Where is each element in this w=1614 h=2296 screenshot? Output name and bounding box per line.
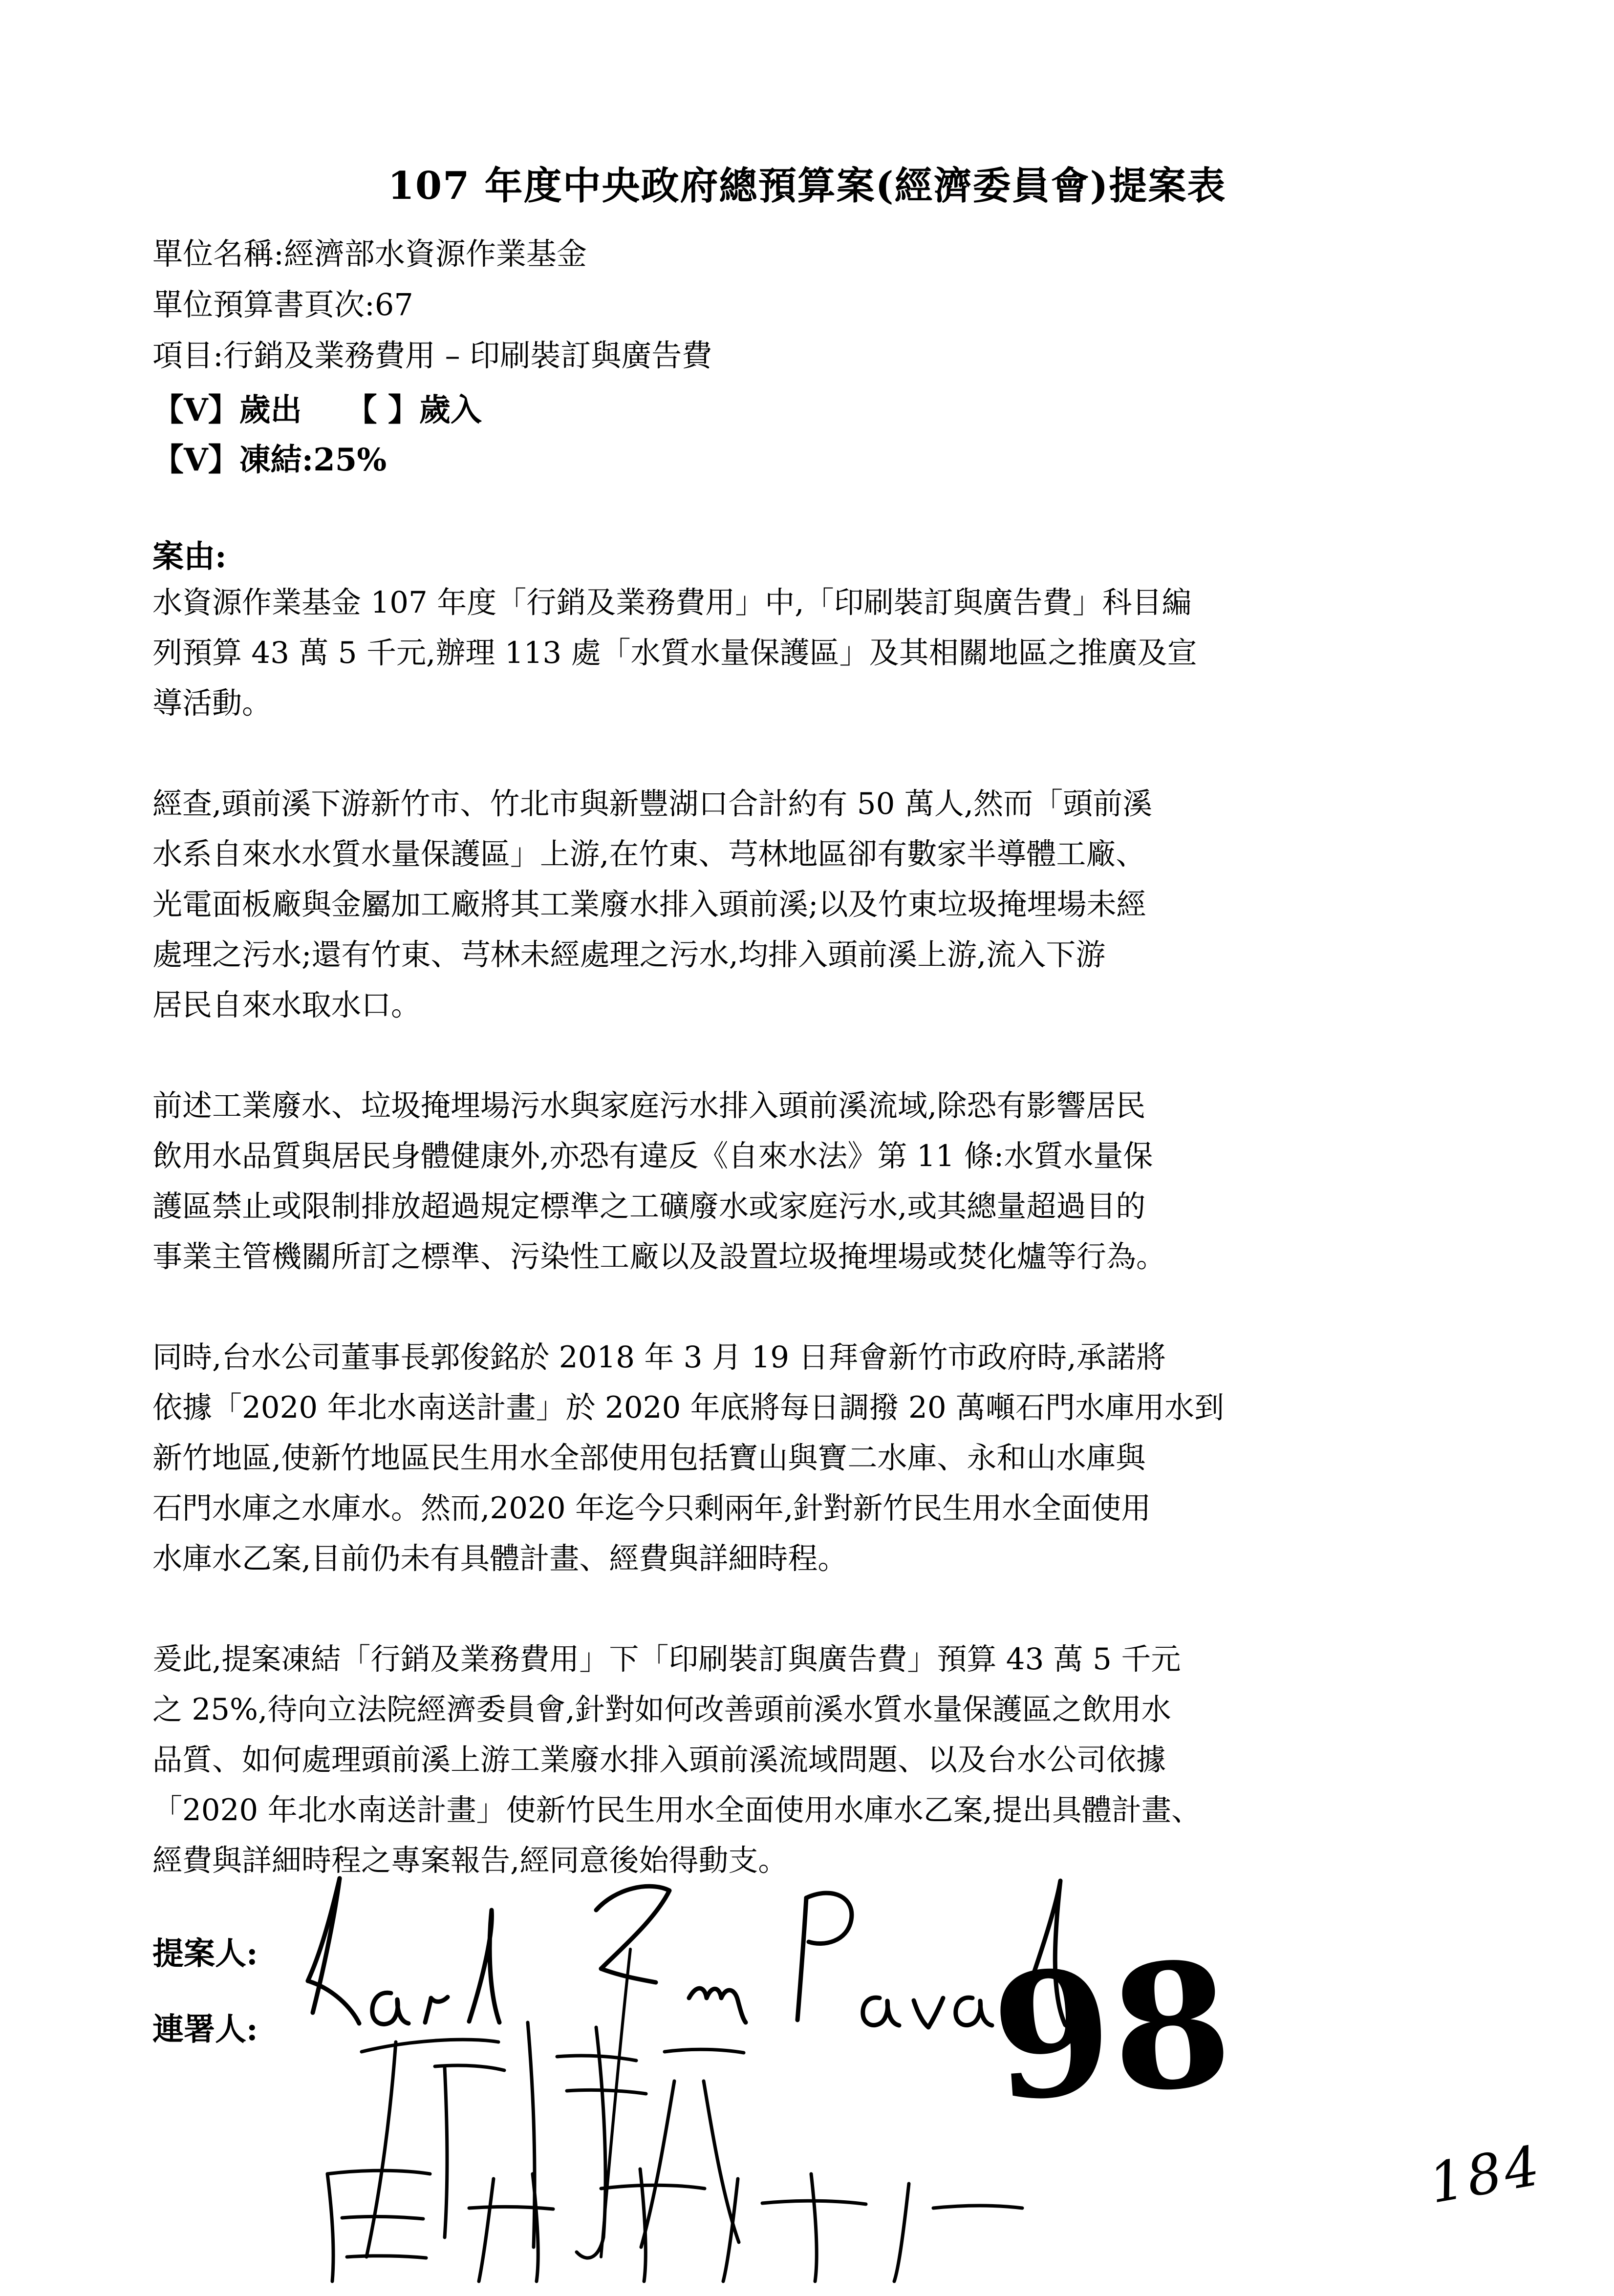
handwritten-page-number: 184 bbox=[1424, 2133, 1547, 2216]
paragraph-line: 之 25%,待向立法院經濟委員會,針對如何改善頭前溪水質水量保護區之飲用水 bbox=[152, 1692, 1171, 1727]
checkbox-expenditure: 【V】歲出 bbox=[152, 392, 302, 428]
handwritten-cosigner-count: 98 bbox=[986, 1922, 1238, 2140]
paragraph-line: 處理之污水;還有竹東、芎林未經處理之污水,均排入頭前溪上游,流入下游 bbox=[152, 937, 1106, 972]
paragraph-line: 光電面板廠與金屬加工廠將其工業廢水排入頭前溪;以及竹東垃圾掩埋場未經 bbox=[152, 887, 1146, 922]
freeze-row bbox=[152, 435, 387, 480]
paragraph-line: 新竹地區,使新竹地區民生用水全部使用包括寶山與寶二水庫、永和山水庫與 bbox=[152, 1441, 1146, 1475]
checkbox-revenue: 【 】歲入 bbox=[345, 392, 482, 428]
paragraph-line: 經查,頭前溪下游新竹市、竹北市與新豐湖口合計約有 50 萬人,然而「頭前溪 bbox=[152, 787, 1153, 821]
proposer-signature bbox=[279, 1851, 1109, 2296]
paragraph-line: 水庫水乙案,目前仍未有具體計畫、經費與詳細時程。 bbox=[152, 1541, 848, 1576]
paragraph-line: 居民自來水取水口。 bbox=[152, 988, 421, 1022]
cosigner-signature-2 bbox=[298, 2159, 1060, 2286]
budget-book-page-line: 單位預算書頁次:67 bbox=[152, 287, 413, 322]
paragraph-line: 依據「2020 年北水南送計畫」於 2020 年底將每日調撥 20 萬噸石門水庫用水到 bbox=[152, 1390, 1225, 1425]
paragraph-line: 爰此,提案凍結「行銷及業務費用」下「印刷裝訂與廣告費」預算 43 萬 5 千元 bbox=[152, 1642, 1181, 1677]
paragraph-line: 水系自來水水質水量保護區」上游,在竹東、芎林地區卻有數家半導體工廠、 bbox=[152, 837, 1146, 872]
paragraph-line: 同時,台水公司董事長郭俊銘於 2018 年 3 月 19 日拜會新竹市政府時,承諾將 bbox=[152, 1340, 1166, 1375]
expenditure-revenue-row bbox=[152, 385, 482, 430]
paragraph-line: 水資源作業基金 107 年度「行銷及業務費用」中,「印刷裝訂與廣告費」科目編 bbox=[152, 585, 1192, 620]
paragraph-line: 列預算 43 萬 5 千元,辦理 113 處「水質水量保護區」及其相關地區之推廣及宣 bbox=[152, 636, 1197, 670]
cosigner-label: 連署人: bbox=[152, 2011, 258, 2048]
paragraph-line: 「2020 年北水南送計畫」使新竹民生用水全面使用水庫水乙案,提出具體計畫、 bbox=[152, 1793, 1202, 1828]
paragraph bbox=[152, 1332, 1482, 1584]
case-paragraphs bbox=[152, 577, 1482, 1886]
cosigner-signature-1 bbox=[323, 1993, 831, 2267]
paragraph-line: 導活動。 bbox=[152, 686, 272, 721]
paragraph-line: 事業主管機關所訂之標準、污染性工廠以及設置垃圾掩埋場或焚化爐等行為。 bbox=[152, 1239, 1166, 1274]
page-title: 107 年度中央政府總預算案(經濟委員會)提案表 bbox=[387, 164, 1227, 208]
paragraph bbox=[152, 1081, 1482, 1282]
item-line: 項目:行銷及業務費用 – 印刷裝訂與廣告費 bbox=[152, 338, 712, 373]
case-reason-label: 案由: bbox=[152, 538, 227, 575]
paragraph-line: 護區禁止或限制排放超過規定標準之工礦廢水或家庭污水,或其總量超過目的 bbox=[152, 1189, 1146, 1224]
proposer-label: 提案人: bbox=[152, 1935, 258, 1972]
paragraph-line: 品質、如何處理頭前溪上游工業廢水排入頭前溪流域問題、以及台水公司依據 bbox=[152, 1743, 1166, 1777]
unit-name-line: 單位名稱:經濟部水資源作業基金 bbox=[152, 236, 587, 272]
paragraph bbox=[152, 779, 1482, 1030]
paragraph bbox=[152, 577, 1482, 728]
paragraph-line: 飲用水品質與居民身體健康外,亦恐有違反《自來水法》第 11 條:水質水量保 bbox=[152, 1139, 1153, 1173]
paragraph bbox=[152, 1634, 1482, 1886]
checkbox-freeze: 【V】凍結:25% bbox=[152, 442, 387, 478]
paragraph-line: 經費與詳細時程之專案報告,經同意後始得動支。 bbox=[152, 1843, 788, 1878]
paragraph-line: 石門水庫之水庫水。然而,2020 年迄今只剩兩年,針對新竹民生用水全面使用 bbox=[152, 1491, 1151, 1526]
header-meta bbox=[152, 229, 712, 381]
paragraph-line: 前述工業廢水、垃圾掩埋場污水與家庭污水排入頭前溪流域,除恐有影響居民 bbox=[152, 1088, 1146, 1123]
